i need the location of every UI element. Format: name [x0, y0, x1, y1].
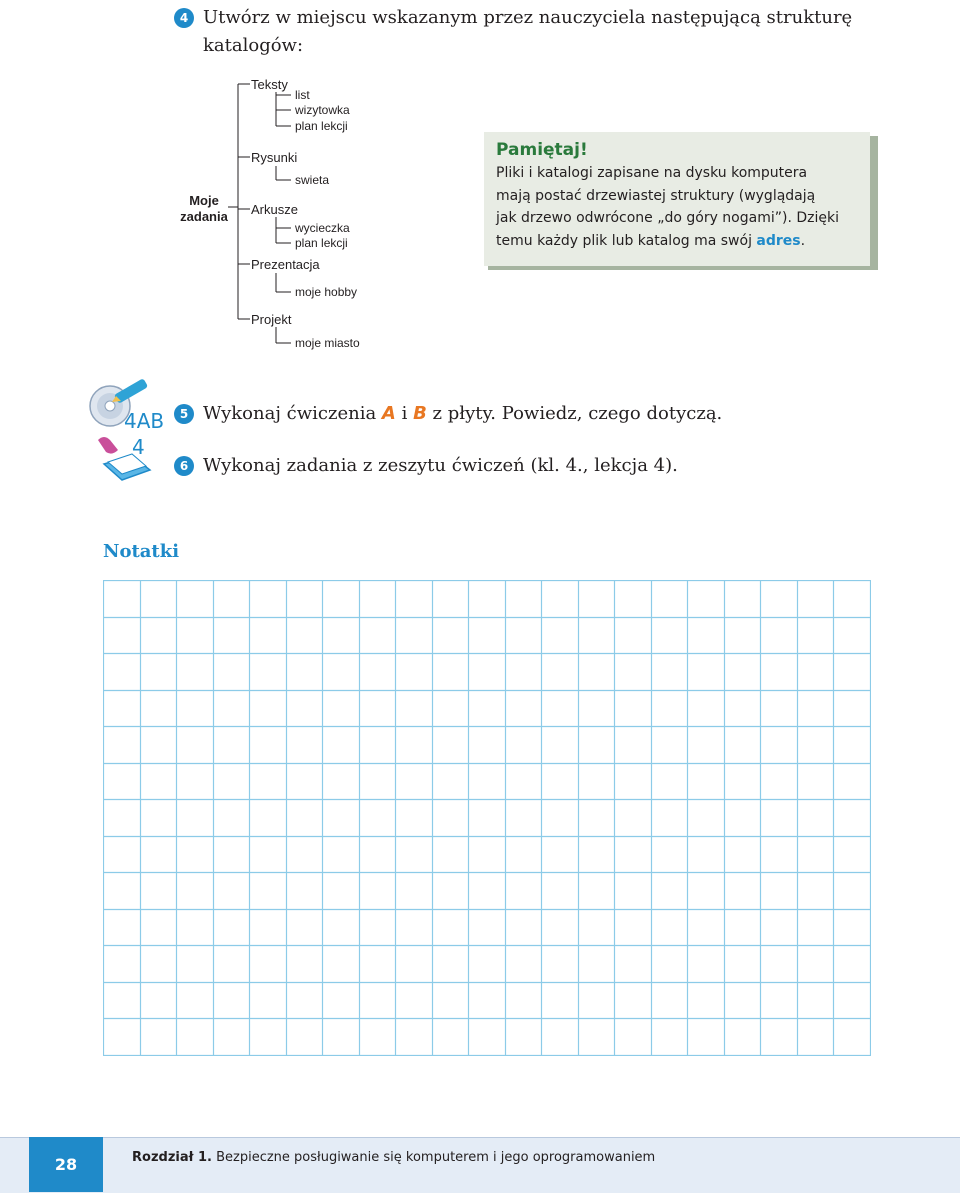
page-number: 28 [29, 1137, 103, 1192]
tree-file: plan lekcji [295, 236, 348, 250]
cd-label: 4AB [124, 409, 165, 433]
notes-grid [103, 580, 871, 1056]
hand-icon [98, 437, 118, 454]
remember-note [484, 132, 870, 266]
tree-file: wizytowka [295, 103, 350, 117]
task-5-text [203, 400, 722, 428]
task-5-text-part1: Wykonaj ćwiczenia [203, 403, 382, 424]
task-6-number: 6 [174, 456, 194, 476]
note-line [496, 230, 858, 253]
tree-folder-teksty: Teksty [251, 77, 288, 92]
task-5-text-part3: z płyty. Powiedz, czego dotyczą. [426, 403, 723, 424]
footer-chapter-label: Rozdział 1. [132, 1150, 212, 1165]
note-highlight-adres: adres [756, 232, 801, 249]
footer-bar [0, 1137, 960, 1193]
tree-file: plan lekcji [295, 119, 348, 133]
cd-and-workbook-icon [88, 378, 172, 486]
footer-chapter-title: Bezpieczne posługiwanie się komputerem i jego oprogramowaniem [211, 1150, 656, 1165]
note-line: Pliki i katalogi zapisane na dysku komputera [496, 165, 808, 181]
tree-folder-prezentacja: Prezentacja [251, 257, 320, 272]
footer-chapter-text [132, 1150, 655, 1165]
tree-root-label-line1: Moje [189, 193, 219, 208]
tree-file: list [295, 88, 310, 102]
exercise-a-label: A [381, 403, 396, 424]
note-line: mają postać drzewiastej struktury (wyglądają [496, 187, 816, 204]
exercise-b-label: B [413, 403, 427, 424]
tree-folder-projekt: Projekt [251, 312, 292, 327]
tree-folder-rysunki: Rysunki [251, 150, 298, 165]
tree-file: wycieczka [295, 221, 350, 235]
task-5-number: 5 [174, 404, 194, 424]
note-body [496, 162, 858, 252]
task-5-text-part2: i [395, 403, 414, 424]
task-4-text-line2: katalogów: [203, 35, 304, 56]
tree-file: moje miasto [295, 336, 360, 350]
note-line4-prefix: temu każdy plik lub katalog ma swój [496, 232, 757, 249]
note-line4-suffix: . [800, 232, 806, 249]
task-4-text-line1: Utwórz w miejscu wskazanym przez nauczyciela następującą strukturę [203, 7, 853, 28]
task-4-number: 4 [174, 8, 194, 28]
task-6-text: Wykonaj zadania z zeszytu ćwiczeń (kl. 4., lekcja 4). [203, 455, 678, 476]
notes-title: Notatki [103, 541, 180, 562]
note-line: jak drzewo odwrócone „do góry nogami”). Dzięki [496, 210, 839, 226]
tree-root-label-line2: zadania [180, 209, 228, 224]
tree-file: moje hobby [295, 285, 358, 299]
note-title: Pamiętaj! [496, 140, 588, 160]
tree-file: swieta [295, 173, 330, 187]
book-label: 4 [132, 435, 145, 459]
tree-folder-arkusze: Arkusze [251, 202, 298, 217]
